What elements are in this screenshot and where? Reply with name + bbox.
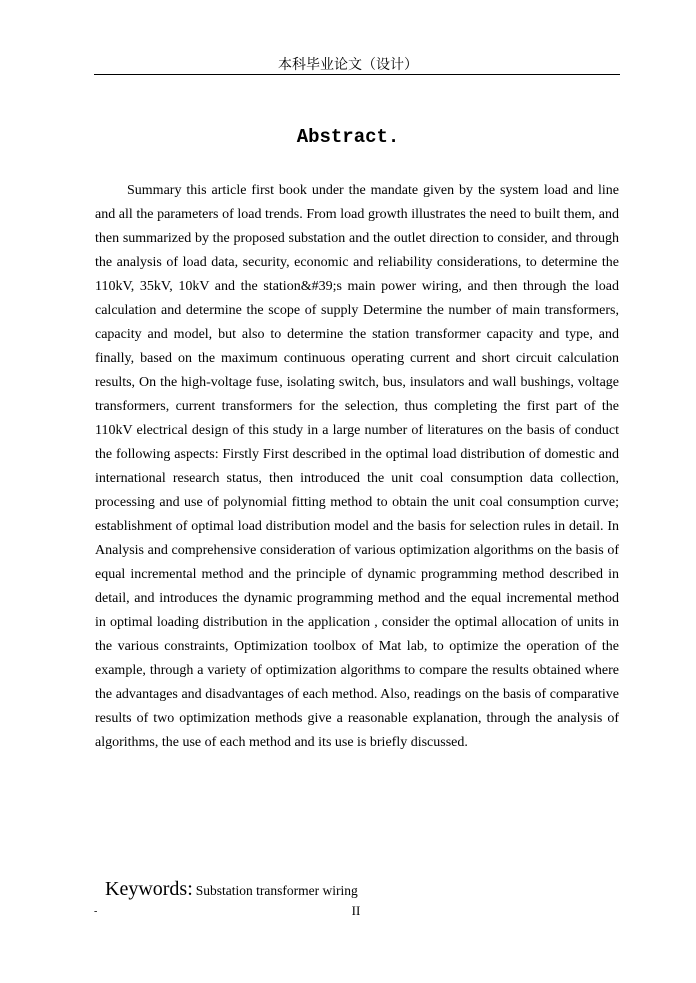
page-number: II <box>351 903 361 918</box>
abstract-body: Summary this article first book under the mandate given by the system load and line and all the parameters of load trends. From load growth illustrates the need to built them, and then summarized by the proposed substation and the outlet direction to consider, and through the analysis of load data, security, economic and reliability considerations, to determine the 110kV, 35kV, 10kV and the station&#39;s main power wiring, and then through the load calculation and determine the scope of supply Determine the number of main transformers, capacity and model, but also to determine the station transformer capacity and type, and finally, based on the maximum continuous operating current and short circuit calculation results, On the high-voltage fuse, isolating switch, bus, insulators and wall bushings, voltage transformers, current transformers for the selection, thus completing the first part of the 110kV electrical design of this study in a large number of literatures on the basis of conduct the following aspects: Firstly First described in the optimal load distribution of domestic and international research status, then introduced the unit coal consumption data collection, processing and use of polynomial fitting method to obtain the unit coal consumption curve; establishment of optimal load distribution model and the basis for selection rules in detail. In Analysis and comprehensive consideration of various optimization algorithms on the basis of equal incremental method and the principle of dynamic programming method described in detail, and introduces the dynamic programming method and the equal incremental method in optimal loading distribution in the application , consider the optimal allocation of units in the various constraints, Optimization toolbox of Mat lab, to optimize the operation of the example, through a variety of optimization algorithms to compare the results obtained where the advantages and disadvantages of each method. Also, readings on the basis of comparative results of two optimization methods give a reasonable explanation, through the analysis of algorithms, the use of each method and its use is briefly discussed. <box>95 183 619 750</box>
header-divider <box>94 74 620 75</box>
keywords-line <box>105 876 358 902</box>
footer-mark: - <box>94 906 98 917</box>
page-header-title: 本科毕业论文（设计） <box>278 57 418 73</box>
keywords-value: Substation transformer wiring <box>195 883 358 898</box>
keywords-label: Keywords: <box>105 878 193 900</box>
abstract-heading: Abstract. <box>296 126 400 148</box>
